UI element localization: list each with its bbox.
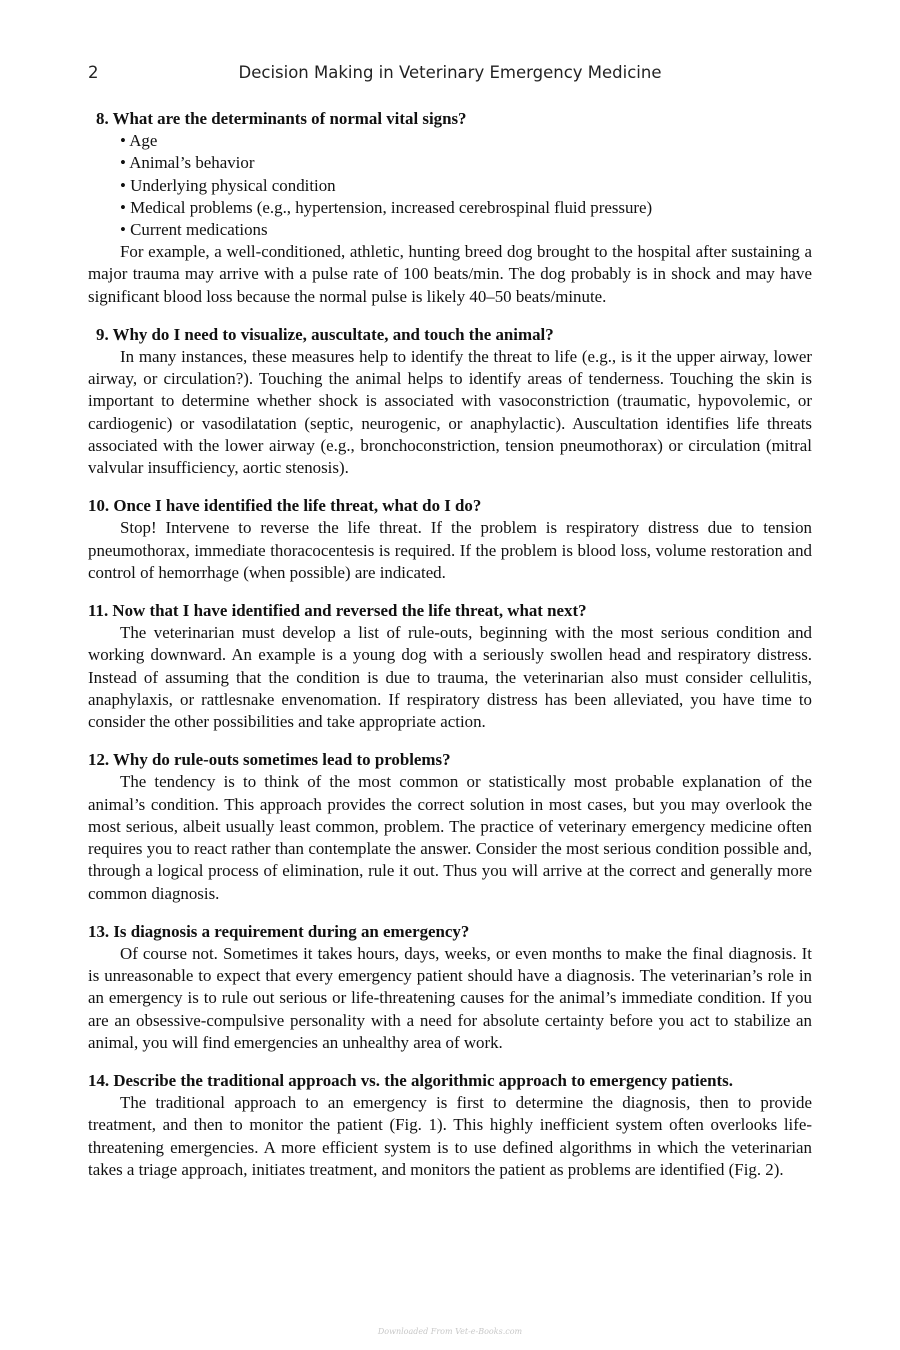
bullet-item: • Age xyxy=(120,131,158,151)
running-head: Decision Making in Veterinary Emergency Medicine xyxy=(238,63,662,82)
section-q14 xyxy=(88,1070,812,1181)
bullet-item: • Current medications xyxy=(120,220,268,240)
bullet-item: • Medical problems (e.g., hypertension, increased cerebrospinal fluid pressure) xyxy=(120,197,653,217)
page-header xyxy=(88,63,812,87)
section-q10 xyxy=(88,495,812,584)
question-heading: 13. Is diagnosis a requirement during an emergency? xyxy=(88,921,470,941)
section-q12 xyxy=(88,749,812,904)
answer-paragraph: The veterinarian must develop a list of rule-outs, beginning with the most serious condition and working downward. An example is a young dog with a seriously swollen head and respiratory distress. Instead of assuming that the condition is due to trauma, the veterinarian also must consider cellulitis, anaphylaxis, or rattlesnake envenomation. If respiratory distress has been alleviated, you have time to consider the other possibilities and take appropriate action. xyxy=(88,623,812,732)
answer-paragraph: The tendency is to think of the most common or statistically most probable explanation of the animal’s condition. This approach provides the correct solution in most cases, but you may overlook the most serious, albeit usually least common, problem. The practice of veterinary emergency medicine often requires you to react rather than contemplate the answer. Consider the most serious condition possible and, through a logical process of elimination, rule it out. Thus you will arrive at the correct and generally more common diagnosis. xyxy=(88,772,812,903)
page-number: 2 xyxy=(88,63,99,82)
question-heading: 12. Why do rule-outs sometimes lead to problems? xyxy=(88,750,451,770)
page-body xyxy=(88,108,812,1197)
question-heading: 9. Why do I need to visualize, auscultate, and touch the animal? xyxy=(96,324,554,344)
section-q11 xyxy=(88,600,812,733)
section-q13 xyxy=(88,921,812,1054)
question-heading: 11. Now that I have identified and reversed the life threat, what next? xyxy=(88,601,587,621)
bullet-list xyxy=(88,130,812,241)
answer-paragraph: Of course not. Sometimes it takes hours, days, weeks, or even months to make the final diagnosis. It is unreasonable to expect that every emergency patient should have a diagnosis. The veterinarian’s role in an emergency is to rule out serious or life-threatening causes for the animal’s immediate condition. If you are an obsessive-compulsive personality with a need for absolute certainty before you act to stabilize an animal, you will find emergencies an unhealthy area of work. xyxy=(88,943,812,1052)
question-heading: 14. Describe the traditional approach vs. the algorithmic approach to emergency patients. xyxy=(88,1070,733,1090)
question-heading: 8. What are the determinants of normal vital signs? xyxy=(96,109,467,128)
download-watermark: Downloaded From Vet-e-Books.com xyxy=(377,1327,523,1336)
section-q9 xyxy=(88,324,812,479)
answer-paragraph: Stop! Intervene to reverse the life threat. If the problem is respiratory distress due to tension pneumothorax, immediate thoracocentesis is required. If the problem is blood loss, volume restoration and control of hemorrhage (when possible) are indicated. xyxy=(88,518,812,582)
question-heading: 10. Once I have identified the life threat, what do I do? xyxy=(88,496,482,516)
bullet-item: • Underlying physical condition xyxy=(120,175,336,195)
answer-paragraph: For example, a well-conditioned, athletic, hunting breed dog brought to the hospital after sustaining a major trauma may arrive with a pulse rate of 100 beats/min. The dog probably is in shock and may have significant blood loss because the normal pulse is likely 40–50 beats/minute. xyxy=(88,242,812,306)
answer-paragraph: In many instances, these measures help to identify the threat to life (e.g., is it the upper airway, lower airway, or circulation?). Touching the animal helps to identify areas of tenderness. Touching the skin is important to determine whether shock is associated with vasoconstriction (traumatic, hypovolemic, or cardiogenic) or vasodilatation (septic, neurogenic, or anaphylactic). Auscultation identifies life threats associated with the lower airway (e.g., bronchoconstriction, tension pneumothorax) or circulation (mitral valvular insufficiency, aortic stenosis). xyxy=(88,347,812,478)
section-q8 xyxy=(88,108,812,308)
answer-paragraph: The traditional approach to an emergency is first to determine the diagnosis, then to provide treatment, and then to monitor the patient (Fig. 1). This highly inefficient system often overlooks life-threatening emergencies. A more efficient system is to use defined algorithms in which the veterinarian takes a triage approach, initiates treatment, and monitors the patient as problems are identified (Fig. 2). xyxy=(88,1093,812,1179)
bullet-item: • Animal’s behavior xyxy=(120,153,255,173)
